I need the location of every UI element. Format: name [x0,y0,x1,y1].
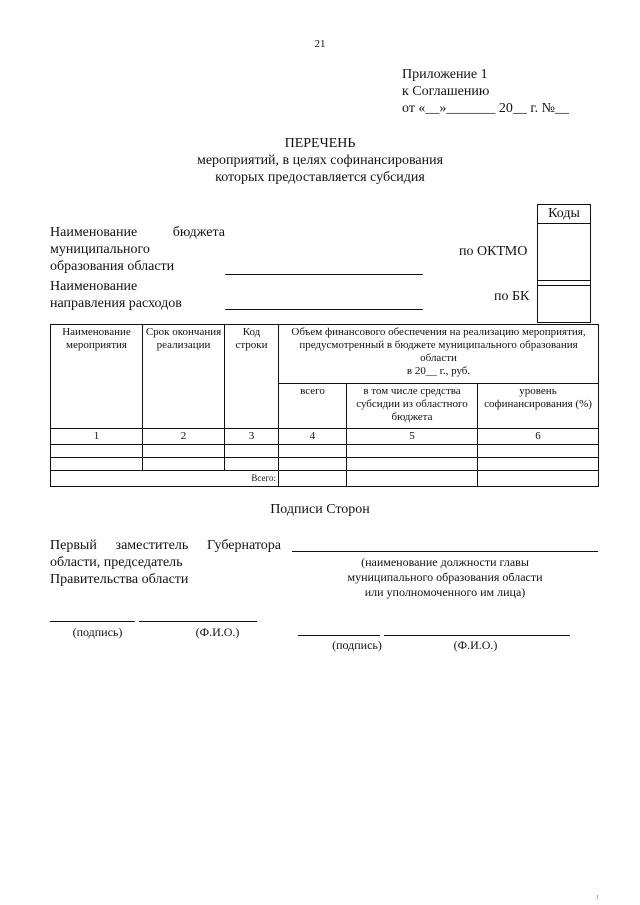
left-party-word-3: Губернатора [206,538,281,553]
appendix-line-1: Приложение 1 [402,67,488,82]
right-signature-caption: (подпись) [332,638,382,652]
left-party-line-1 [50,537,281,554]
document-title [0,135,640,186]
header-funding-year: в 20__ г., руб. [406,365,471,377]
direction-name-field[interactable] [225,309,423,310]
header-funding-text: Объем финансового обеспечения на реализацию мероприятия, предусмотренный в бюджете муниципального образования области [291,326,586,364]
left-party-word-2: заместитель [115,538,189,553]
header-measure-name: Наименование мероприятия [51,325,143,429]
codes-cell-oktmo[interactable] [538,224,590,281]
table-cell[interactable] [143,445,225,458]
direction-label-line-2: направления расходов [50,296,182,311]
page-number: 21 [314,38,326,50]
table-number-row [51,429,599,445]
codes-cell-bk[interactable] [538,286,590,322]
left-party-title [50,537,281,588]
col-number: 3 [225,429,279,445]
budget-label [50,224,225,275]
signatures-title: Подписи Сторон [270,502,370,517]
col-number: 6 [478,429,599,445]
left-fio-caption: (Ф.И.О.) [195,625,240,639]
header-subsidy-funds: в том числе средства субсидии из областного бюджета [347,384,478,429]
right-caption-line-3: или уполномоченного им лица) [364,585,526,599]
table-cell[interactable] [347,458,478,471]
right-signature-field[interactable] [298,635,380,636]
budget-label-word-1: Наименование [50,225,138,240]
title-heading: ПЕРЕЧЕНЬ [284,136,356,151]
total-label: Всего: [51,471,279,487]
table-cell[interactable] [143,458,225,471]
oktmo-label: по ОКТМО [459,244,528,259]
right-caption-line-2: муниципального образования области [347,570,543,584]
right-fio-caption: (Ф.И.О.) [453,638,498,652]
table-cell[interactable] [347,445,478,458]
title-line-2: которых предоставляется субсидия [215,170,425,185]
table-cell[interactable] [225,445,279,458]
table-cell[interactable] [51,458,143,471]
left-fio-field[interactable] [139,621,257,622]
table-cell[interactable] [279,445,347,458]
left-signature-field[interactable] [50,621,135,622]
corner-mark: J [596,895,599,901]
right-caption-line-1: (наименование должности главы [361,555,529,569]
measures-table [50,324,599,487]
left-party-line-2: области, председатель [50,555,183,570]
table-cell[interactable] [225,458,279,471]
table-row [51,458,599,471]
budget-name-field[interactable] [225,274,423,275]
direction-label-line-1: Наименование [50,279,138,294]
table-cell[interactable] [279,458,347,471]
appendix-line-2: к Соглашению [402,84,490,99]
header-row-code: Код строки [225,325,279,429]
header-total: всего [279,384,347,429]
appendix-block [402,66,569,117]
total-cell[interactable] [478,471,599,487]
header-funding-group [279,325,599,384]
header-deadline: Срок окончания реализации [143,325,225,429]
header-cofinancing-level: уровень софинансирования (%) [478,384,599,429]
col-number: 1 [51,429,143,445]
budget-label-line-1 [50,224,225,241]
left-signature-caption: (подпись) [72,625,123,639]
title-line-1: мероприятий, в целях софинансирования [196,153,444,168]
col-number: 5 [347,429,478,445]
right-party-caption [292,555,598,600]
table-cell[interactable] [478,458,599,471]
budget-label-line-2: муниципального [50,242,150,257]
right-fio-field[interactable] [384,635,570,636]
right-party-title-field[interactable] [292,551,598,552]
budget-label-word-2: бюджета [172,225,225,240]
total-cell[interactable] [279,471,347,487]
table-cell[interactable] [478,445,599,458]
left-party-word-1: Первый [50,538,97,553]
appendix-line-3: от «__»_______ 20__ г. №__ [402,101,569,116]
codes-header: Коды [538,205,590,224]
left-party-line-3: Правительства области [50,572,189,587]
budget-label-line-3: образования области [50,259,175,274]
table-cell[interactable] [51,445,143,458]
table-total-row [51,471,599,487]
table-row [51,445,599,458]
col-number: 2 [143,429,225,445]
col-number: 4 [279,429,347,445]
total-cell[interactable] [347,471,478,487]
direction-label [50,278,182,312]
bk-label: по БК [494,289,530,304]
table-header-row-1 [51,325,599,384]
codes-box [537,204,591,323]
